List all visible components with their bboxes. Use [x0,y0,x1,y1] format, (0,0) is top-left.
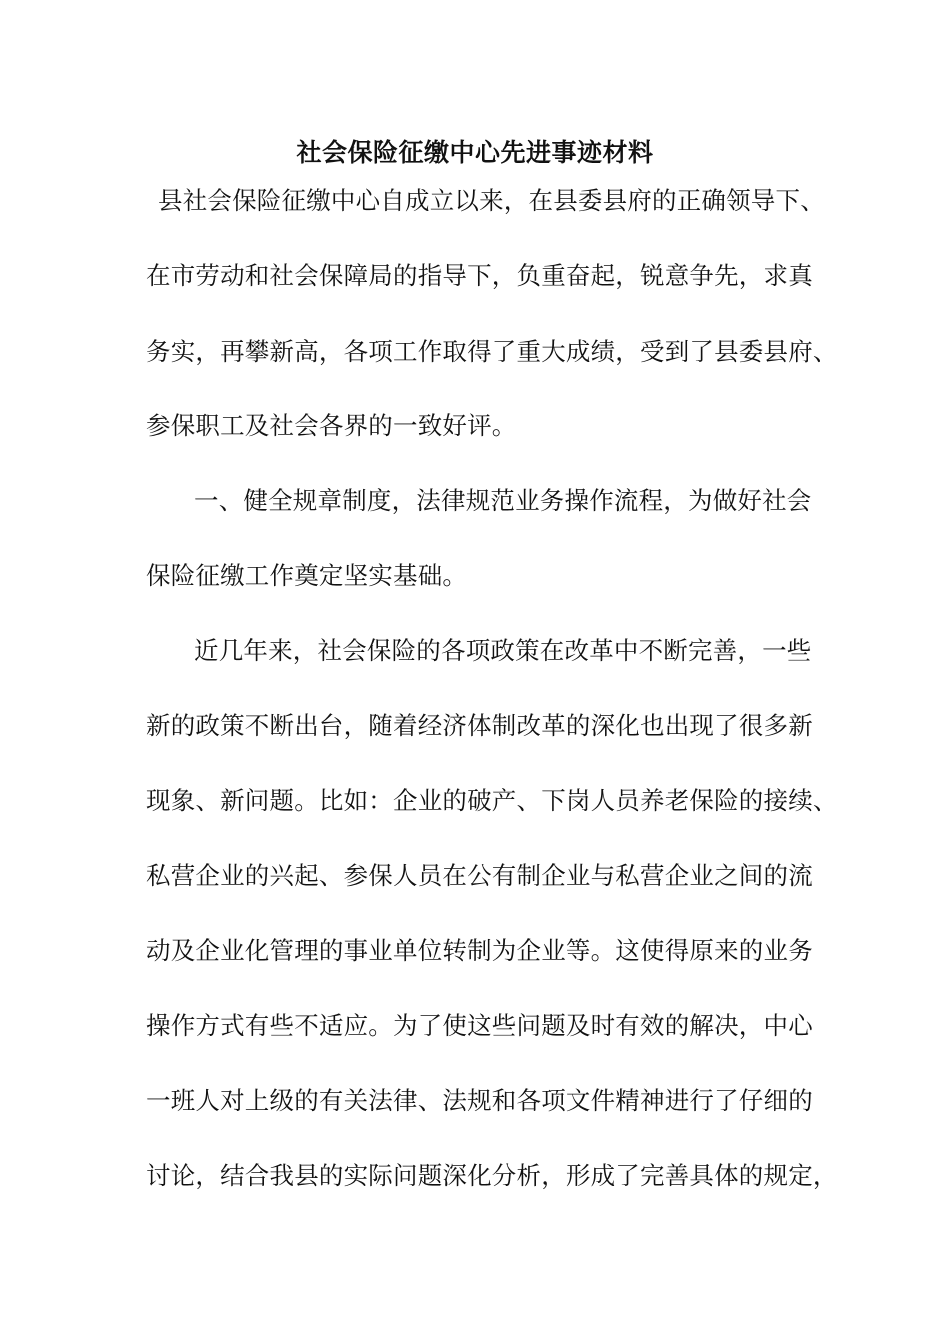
paragraph-line: 在市劳动和社会保障局的指导下，负重奋起，锐意争先，求真 [146,261,813,290]
paragraph-line: 私营企业的兴起、参保人员在公有制企业与私营企业之间的流 [146,861,813,890]
section-heading-line: 保险征缴工作奠定坚实基础。 [146,561,468,590]
paragraph-line: 新的政策不断出台，随着经济体制改革的深化也出现了很多新 [146,711,813,740]
paragraph-line: 操作方式有些不适应。为了使这些问题及时有效的解决，中心 [146,1011,813,1040]
section-heading-line: 一、健全规章制度，法律规范业务操作流程，为做好社会 [194,486,812,515]
paragraph-line: 现象、新问题。比如：企业的破产、下岗人员养老保险的接续、 [146,786,838,815]
document-title: 社会保险征缴中心先进事迹材料 [296,138,654,167]
paragraph-line: 近几年来，社会保险的各项政策在改革中不断完善，一些 [194,636,812,665]
paragraph-line: 讨论，结合我县的实际问题深化分析，形成了完善具体的规定， [146,1161,838,1190]
paragraph-line: 参保职工及社会各界的一致好评。 [146,411,517,440]
paragraph-line: 务实，再攀新高，各项工作取得了重大成绩，受到了县委县府、 [146,337,838,366]
paragraph-line: 动及企业化管理的事业单位转制为企业等。这使得原来的业务 [146,936,813,965]
paragraph-line: 一班人对上级的有关法律、法规和各项文件精神进行了仔细的 [146,1086,813,1115]
paragraph-line: 县社会保险征缴中心自成立以来，在县委县府的正确领导下、 [158,186,825,215]
